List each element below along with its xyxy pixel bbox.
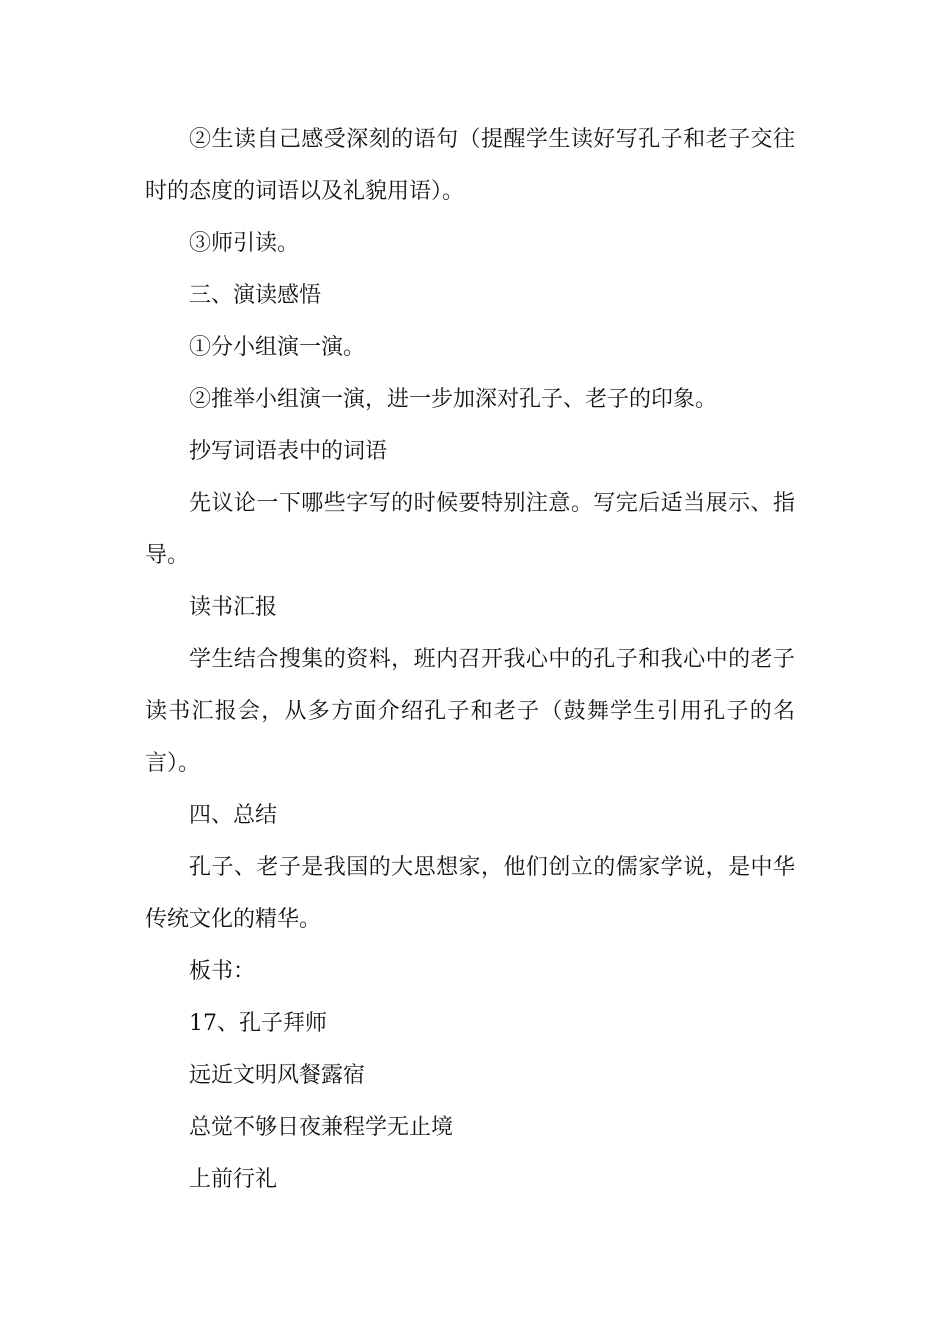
document-body <box>145 114 795 1206</box>
blackboard-title: 17、孔子拜师 <box>189 1011 327 1036</box>
paragraph-writing-guidance: 先议论一下哪些字写的时候要特别注意。写完后适当展示、指导。 <box>145 491 795 568</box>
paragraph-reading-report: 学生结合搜集的资料，班内召开我心中的孔子和我心中的老子读书汇报会，从多方面介绍孔子和老子（鼓舞学生引用孔子的名言）。 <box>145 647 795 776</box>
paragraph-student-reading: ②生读自己感受深刻的语句（提醒学生读好写孔子和老子交往时的态度的词语以及礼貌用语）。 <box>145 127 795 204</box>
heading-copy-words: 抄写词语表中的词语 <box>189 439 388 464</box>
heading-blackboard: 板书： <box>189 959 256 984</box>
blackboard-line-3: 上前行礼 <box>189 1167 278 1192</box>
blackboard-line-1: 远近文明风餐露宿 <box>189 1063 366 1088</box>
blackboard-line-2: 总觉不够日夜兼程学无止境 <box>189 1115 454 1140</box>
heading-reading-report: 读书汇报 <box>189 595 278 620</box>
paragraph-group-performance: ①分小组演一演。 <box>189 335 366 360</box>
paragraph-teacher-reading: ③师引读。 <box>189 231 300 256</box>
paragraph-summary: 孔子、老子是我国的大思想家，他们创立的儒家学说，是中华传统文化的精华。 <box>145 855 795 932</box>
section-heading-summary: 四、总结 <box>189 803 278 828</box>
section-heading-performance: 三、演读感悟 <box>189 283 322 308</box>
paragraph-selected-group: ②推举小组演一演，进一步加深对孔子、老子的印象。 <box>189 387 718 412</box>
